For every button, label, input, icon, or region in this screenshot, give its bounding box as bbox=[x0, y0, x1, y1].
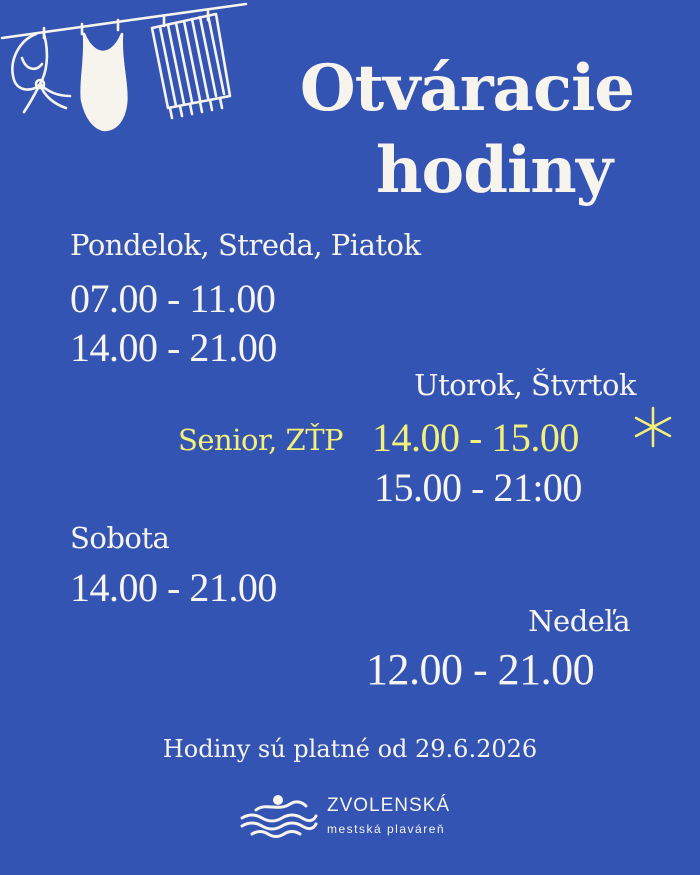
logo-subtitle: mestská plaváreň bbox=[327, 822, 446, 836]
time-slot: 12.00 - 21.00 bbox=[366, 645, 595, 694]
poster-title-line2: hodiny bbox=[376, 133, 612, 208]
days-saturday: Sobota bbox=[70, 521, 170, 555]
validity-note: Hodiny sú platné od 29.6.2026 bbox=[162, 735, 538, 763]
days-sunday: Nedeľa bbox=[528, 604, 630, 638]
asterisk-icon bbox=[630, 404, 676, 450]
logo-name: ZVOLENSKÁ bbox=[327, 795, 451, 816]
senior-time-slot: 14.00 - 15.00 bbox=[372, 415, 579, 460]
clothesline-swimwear-icon bbox=[0, 0, 260, 140]
time-slot: 14.00 - 21.00 bbox=[70, 565, 277, 610]
swimmer-waves-logo-icon bbox=[238, 790, 318, 840]
time-slot: 15.00 - 21:00 bbox=[374, 465, 582, 510]
time-slot: 07.00 - 11.00 bbox=[70, 276, 276, 321]
senior-label: Senior, ZŤP bbox=[178, 423, 344, 457]
poster-title-line1: Otváracie bbox=[299, 51, 634, 126]
days-mon-wed-fri: Pondelok, Streda, Piatok bbox=[70, 228, 421, 262]
days-tue-thu: Utorok, Štvrtok bbox=[414, 368, 636, 402]
time-slot: 14.00 - 21.00 bbox=[70, 325, 277, 370]
